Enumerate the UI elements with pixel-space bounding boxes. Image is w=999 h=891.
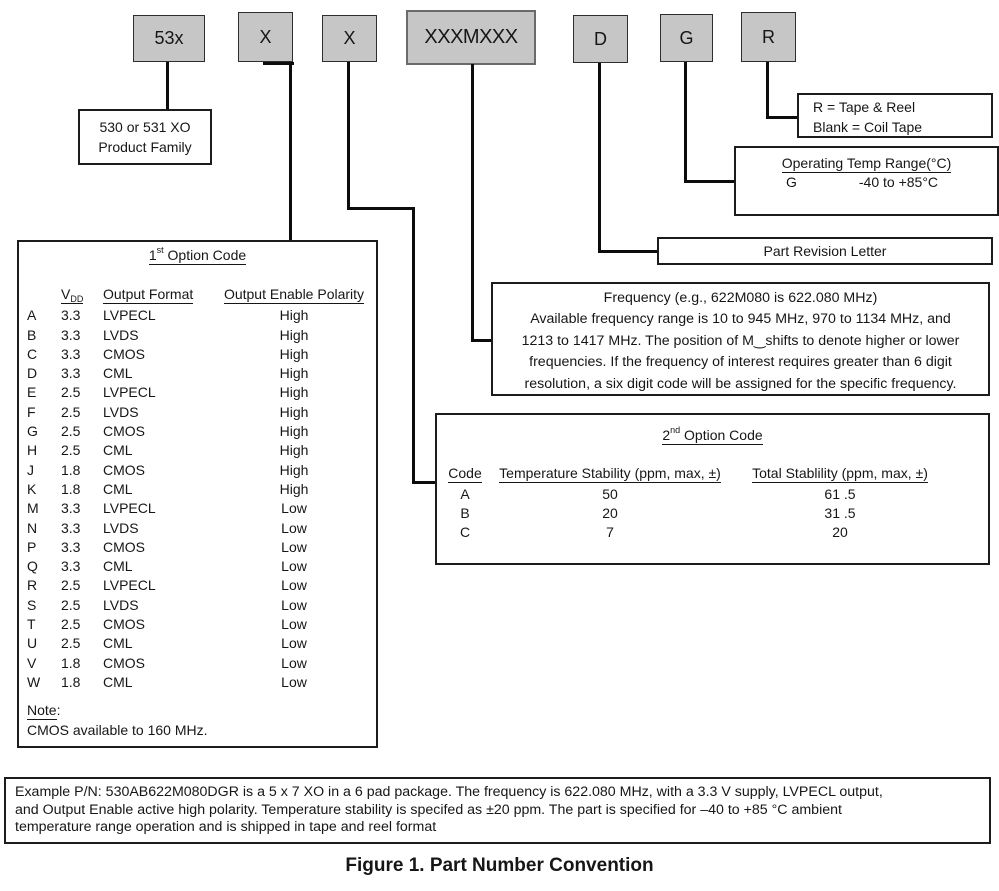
option2-row (437, 485, 988, 504)
code-cell: M (27, 500, 39, 517)
polarity-cell: Low (281, 500, 307, 517)
option2-rows (437, 485, 988, 542)
part-revision-label: Part Revision Letter (763, 243, 887, 259)
example-line: temperature range operation and is shipped in tape and reel format (15, 819, 437, 835)
frequency-line: resolution, a six digit code will be assigned for the specific frequency. (524, 375, 957, 392)
code-cell: P (27, 538, 37, 555)
polarity-cell: High (279, 442, 309, 459)
code-cell: S (27, 596, 37, 613)
code-cell: V (27, 654, 37, 671)
option1-row (19, 364, 376, 383)
option1-row (19, 480, 376, 499)
code-cell: Q (27, 558, 38, 575)
option1-row (19, 422, 376, 441)
connector-tape-h (766, 116, 798, 119)
connector-option2-v1 (347, 62, 350, 210)
connector-tape-v (766, 62, 769, 119)
code-cell: G (27, 423, 38, 440)
code-cell: F (27, 403, 36, 420)
polarity-cell: High (279, 365, 309, 382)
code-cell: D (27, 365, 38, 382)
temp-stability-cell: 50 (602, 486, 618, 502)
polarity-cell: Low (281, 596, 307, 613)
code-cell: E (27, 384, 37, 401)
part-box-label: X (343, 28, 356, 48)
vdd-cell: 1.8 (61, 480, 81, 497)
part-box-label: R (762, 26, 775, 47)
option1-row (19, 345, 376, 364)
polarity-cell: High (279, 345, 309, 362)
code-cell: R (27, 577, 38, 594)
temp-range-code: G (786, 174, 797, 190)
frequency-line: frequencies. If the frequency of interest requires greater than 6 digit (529, 354, 952, 371)
code-header-blank (27, 285, 61, 306)
connector-revision-h (598, 250, 658, 253)
connector-frequency-v (471, 64, 474, 342)
product-family-callout (78, 109, 212, 165)
polarity-cell: Low (281, 519, 307, 536)
code-cell: N (27, 519, 38, 536)
tape-reel-line1: R = Tape & Reel (813, 99, 916, 115)
vdd-cell: 2.5 (61, 384, 81, 401)
format-cell: LVDS (103, 596, 139, 613)
option1-row (19, 673, 376, 692)
format-cell: CML (103, 480, 133, 497)
vdd-header: $V_{DD}$ (61, 286, 84, 304)
part-box-option1 (238, 12, 293, 62)
format-cell: LVDS (103, 326, 139, 343)
example-line: Example P/N: 530AB622M080DGR is a 5 x 7 XO in a 6 pad package. The frequency is 622.080 MHz, with a 3.3 V supply, LVPECL output, (15, 784, 883, 800)
option1-table (17, 240, 378, 748)
option1-row (19, 576, 376, 595)
code-cell: K (27, 480, 37, 497)
option1-row (19, 461, 376, 480)
format-cell: CML (103, 442, 133, 459)
connector-family-v (166, 62, 169, 110)
vdd-cell: 3.3 (61, 500, 81, 517)
temp-range-title: Operating Temp Range(°C) (781, 155, 952, 171)
frequency-callout (491, 282, 990, 396)
polarity-cell: Low (281, 673, 307, 690)
total-stability-cell: 20 (832, 524, 848, 540)
code-header: Code (448, 465, 482, 481)
part-box-tape (741, 12, 796, 62)
part-box-frequency (406, 10, 536, 65)
total-stability-header: Total Stablility (ppm, max, ±) (752, 465, 928, 481)
format-cell: CML (103, 365, 133, 382)
vdd-cell: 2.5 (61, 616, 81, 633)
option1-row (19, 654, 376, 673)
option1-row (19, 634, 376, 653)
frequency-line: 1213 to 1417 MHz. The position of M‿shifts to denote higher or lower (521, 332, 960, 349)
temp-stability-header: Temperature Stability (ppm, max, ±) (499, 465, 721, 481)
connector-revision-v (598, 63, 601, 253)
format-cell: LVPECL (103, 384, 156, 401)
vdd-cell: 1.8 (61, 673, 81, 690)
vdd-cell: 1.8 (61, 461, 81, 478)
code-cell: J (27, 461, 34, 478)
vdd-cell: 3.3 (61, 558, 81, 575)
note-label: Note: (27, 702, 61, 719)
total-stability-cell: 61 .5 (824, 486, 856, 502)
connector-temp-h (684, 180, 736, 183)
temp-stability-cell: 20 (602, 505, 618, 521)
tape-reel-callout (797, 93, 993, 138)
option2-row (437, 504, 988, 523)
format-cell: CMOS (103, 461, 145, 478)
option1-row (19, 557, 376, 576)
format-cell: CMOS (103, 423, 145, 440)
example-line: and Output Enable active high polarity. Temperature stability is specifed as ±20 ppm. The part is specified for –40 to +85 °C ambient (15, 801, 842, 818)
format-cell: LVPECL (103, 307, 156, 324)
code-cell: W (27, 673, 41, 690)
format-cell: CML (103, 558, 133, 575)
option1-header-row (19, 285, 376, 306)
part-box-label: 53x (154, 28, 184, 48)
temp-stability-cell: 7 (606, 524, 614, 540)
format-cell: LVDS (103, 519, 139, 536)
polarity-cell: High (279, 307, 309, 324)
polarity-cell: High (279, 403, 309, 420)
vdd-cell: 2.5 (61, 403, 81, 420)
option2-row (437, 523, 988, 542)
option1-row (19, 326, 376, 345)
vdd-cell: 3.3 (61, 538, 81, 555)
total-stability-cell: 31 .5 (824, 505, 856, 521)
polarity-cell: High (279, 461, 309, 478)
polarity-cell: Low (281, 558, 307, 575)
code-cell: A (460, 486, 470, 502)
figure-caption: Figure 1. Part Number Convention (345, 855, 654, 876)
vdd-cell: 1.8 (61, 654, 81, 671)
vdd-cell: 2.5 (61, 577, 81, 594)
option2-title: 2nd Option Code (662, 425, 763, 443)
temp-range-callout (734, 146, 999, 216)
polarity-cell: High (279, 480, 309, 497)
connector-option1-v (289, 62, 292, 240)
option1-rows (19, 306, 376, 692)
note-text: CMOS available to 160 MHz. (27, 722, 208, 739)
option1-note (19, 700, 376, 740)
format-cell: CMOS (103, 345, 145, 362)
polarity-cell: Low (281, 635, 307, 652)
polarity-cell: Low (281, 616, 307, 633)
option1-row (19, 306, 376, 325)
code-cell: T (27, 616, 36, 633)
product-family-line2: Product Family (98, 139, 192, 155)
polarity-cell: Low (281, 577, 307, 594)
code-cell: B (27, 326, 37, 343)
temp-range-value: -40 to +85°C (858, 174, 939, 190)
option1-row (19, 615, 376, 634)
vdd-cell: 3.3 (61, 326, 81, 343)
part-box-family (133, 15, 205, 62)
part-box-label: XXXMXXX (424, 26, 518, 48)
polarity-cell: Low (281, 538, 307, 555)
code-cell: A (27, 307, 37, 324)
connector-option2-h1 (347, 207, 415, 210)
connector-option2-v2 (412, 207, 415, 484)
format-cell: LVDS (103, 403, 139, 420)
code-cell: C (459, 524, 471, 540)
polarity-cell: High (279, 423, 309, 440)
option2-header-row (437, 464, 988, 483)
vdd-cell: 3.3 (61, 365, 81, 382)
product-family-line1: 530 or 531 XO (99, 119, 191, 135)
frequency-line: Frequency (e.g., 622M080 is 622.080 MHz) (603, 290, 878, 306)
vdd-cell: 2.5 (61, 635, 81, 652)
option1-row (19, 519, 376, 538)
temp-range-row (736, 174, 997, 190)
format-cell: CMOS (103, 616, 145, 633)
vdd-cell: 2.5 (61, 423, 81, 440)
option1-row (19, 538, 376, 557)
part-revision-callout (657, 237, 993, 265)
example-pn-box (4, 777, 991, 844)
format-cell: LVPECL (103, 500, 156, 517)
option1-row (19, 596, 376, 615)
option1-title: 1st Option Code (148, 245, 247, 263)
frequency-line: Available frequency range is 10 to 945 MHz, 970 to 1134 MHz, and (530, 311, 951, 328)
part-box-label: X (259, 26, 272, 47)
part-box-label: G (679, 27, 694, 48)
connector-option2-h2 (412, 481, 436, 484)
option2-table (435, 413, 990, 565)
polarity-cell: Low (281, 654, 307, 671)
option1-row (19, 403, 376, 422)
part-box-temp (660, 14, 713, 62)
connector-temp-v (684, 62, 687, 183)
option1-row (19, 383, 376, 402)
code-cell: H (27, 442, 38, 459)
part-box-option2 (322, 15, 377, 62)
format-cell: CML (103, 673, 133, 690)
polarity-header: Output Enable Polarity (223, 286, 365, 302)
vdd-cell: 3.3 (61, 345, 81, 362)
format-cell: CMOS (103, 654, 145, 671)
code-cell: U (27, 635, 38, 652)
vdd-cell: 2.5 (61, 442, 81, 459)
code-cell: C (27, 345, 38, 362)
vdd-cell: 3.3 (61, 307, 81, 324)
tape-reel-line2: Blank = Coil Tape (813, 118, 923, 135)
part-box-revision (573, 15, 628, 63)
vdd-cell: 2.5 (61, 596, 81, 613)
vdd-cell: 3.3 (61, 519, 81, 536)
part-box-label: D (594, 28, 607, 49)
option1-row (19, 499, 376, 518)
polarity-cell: High (279, 384, 309, 401)
format-cell: CML (103, 635, 133, 652)
code-cell: B (460, 505, 470, 521)
polarity-cell: High (279, 326, 309, 343)
option1-row (19, 441, 376, 460)
format-header: Output Format (103, 286, 194, 302)
format-cell: LVPECL (103, 577, 156, 594)
format-cell: CMOS (103, 538, 145, 555)
connector-frequency-h (471, 339, 493, 342)
